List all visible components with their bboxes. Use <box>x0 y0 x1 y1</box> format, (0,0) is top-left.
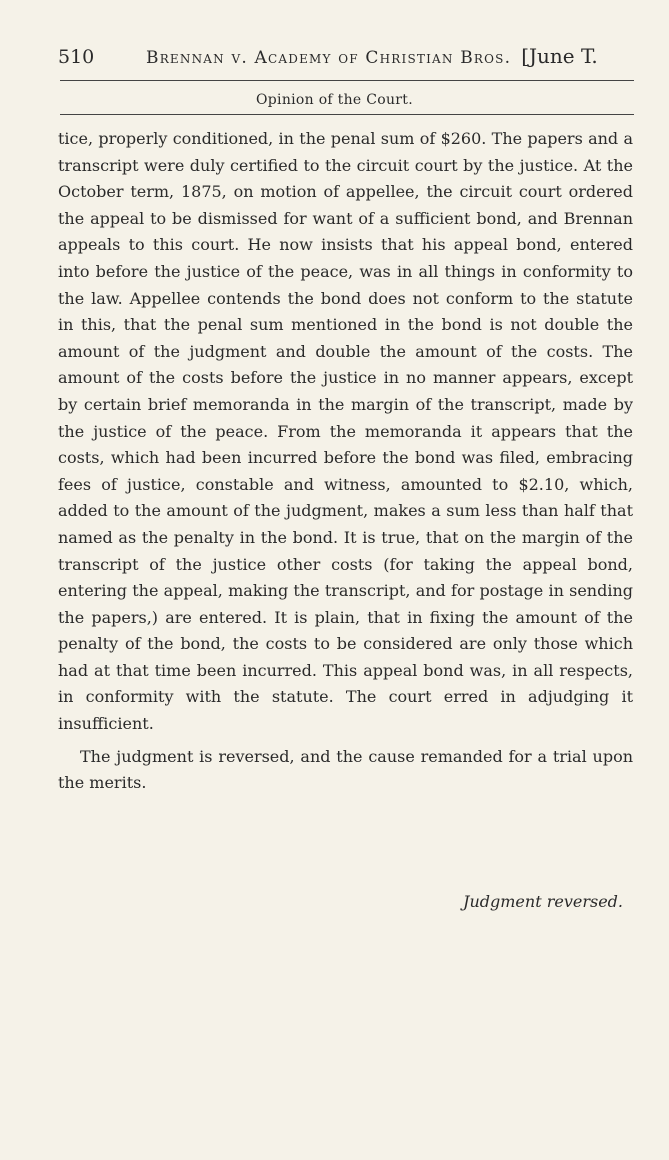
paragraph-judgment: The judgment is reversed, and the cause remanded for a trial upon the merits. <box>58 746 633 793</box>
running-title: Brennan v. Academy of Christian Bros. <box>146 48 512 68</box>
paragraph-continuation: tice, properly conditioned, in the penal sum of $260. The papers and a transcript were duly certified to the circuit court by the justice. At the October term, 1875, on motion of appellee, the circuit court ordered the appeal to be dismissed for want of a sufficient bond, and Brennan appeals to this court. He now insists that his appeal bond, entered into before the justice of the peace, was in all things in conformity to the law. Appellee contends the bond does not conform to the statute in this, that the penal sum mentioned in the bond is not double the amount of the judgment and double the amount of the costs. The amount of the costs before the justice in no manner appears, except by certain brief memoranda in the margin of the transcript, made by the justice of the peace. From the memoranda it appears that the costs, which had been incurred before the bond was filed, embracing fees of justice, constable and witness, amounted to $2.10, which, added to the amount of the judgment, makes a sum less than half that named as the penalty in the bond. It is true, that on the margin of the transcript of the justice other costs (for taking the appeal bond, entering the appeal, making the transcript, and for postage in sending the papers,) are entered. It is plain, that in fixing the amount of the penalty of the bond, the costs to be considered are only those which had at that time been incurred. This appeal bond was, in all respects, in conformity with the statute. The court erred in adjudging it insufficient. <box>58 129 633 734</box>
opinion-body <box>58 126 633 797</box>
term-label: [June T. <box>521 44 598 68</box>
running-header <box>58 44 636 74</box>
page-number: 510 <box>58 46 95 68</box>
header-rule <box>60 80 634 81</box>
closing-judgment: Judgment reversed. <box>463 892 623 911</box>
section-heading: Opinion of the Court. <box>256 92 413 108</box>
heading-rule <box>60 114 634 115</box>
